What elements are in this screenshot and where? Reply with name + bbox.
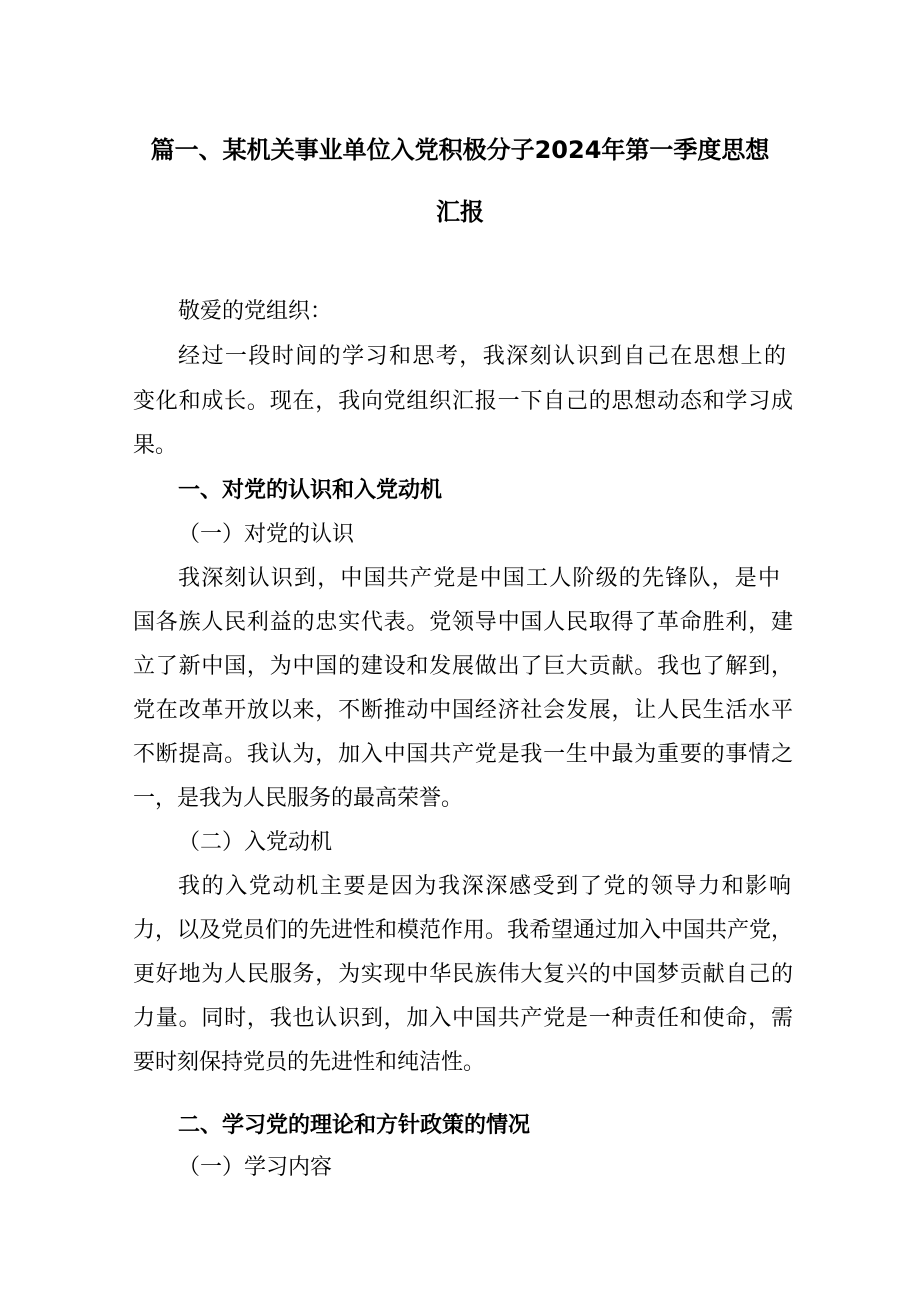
salutation: 敬爱的党组织： xyxy=(178,299,333,324)
paragraph-line: 我的入党动机主要是因为我深深感受到了党的领导力和影响 xyxy=(178,874,791,899)
intro-line: 变化和成长。现在，我向党组织汇报一下自己的思想动态和学习成 xyxy=(133,389,793,414)
paragraph-line: 不断提高。我认为，加入中国共产党是我一生中最为重要的事情之 xyxy=(133,742,793,767)
paragraph-line: 一，是我为人民服务的最高荣誉。 xyxy=(133,786,464,811)
section-1-sub-2-heading: （二）入党动机 xyxy=(178,830,333,855)
paragraph-line: 力，以及党员们的先进性和模范作用。我希望通过加入中国共产党， xyxy=(133,918,794,943)
document-title-line-2: 汇报 xyxy=(436,198,484,226)
paragraph-line: 我深刻认识到，中国共产党是中国工人阶级的先锋队，是中 xyxy=(178,566,780,591)
paragraph-line: 更好地为人民服务，为实现中华民族伟大复兴的中国梦贡献自己的 xyxy=(133,962,793,987)
section-2-sub-1-heading: （一）学习内容 xyxy=(178,1155,333,1180)
paragraph-line: 力量。同时，我也认识到，加入中国共产党是一种责任和使命，需 xyxy=(133,1006,793,1031)
paragraph-line: 国各族人民利益的忠实代表。党领导中国人民取得了革命胜利，建 xyxy=(133,610,793,635)
paragraph-line: 要时刻保持党员的先进性和纯洁性。 xyxy=(133,1050,486,1075)
paragraph-line: 立了新中国，为中国的建设和发展做出了巨大贡献。我也了解到， xyxy=(133,654,793,679)
paragraph-line: 党在改革开放以来，不断推动中国经济社会发展，让人民生活水平 xyxy=(133,698,793,723)
document-title-line-1: 篇一、某机关事业单位入党积极分子2024年第一季度思想 xyxy=(150,136,770,164)
section-1-sub-1-heading: （一）对党的认识 xyxy=(178,522,355,547)
intro-line: 果。 xyxy=(133,433,178,458)
intro-line: 经过一段时间的学习和思考，我深刻认识到自己在思想上的 xyxy=(178,344,786,369)
section-2-heading: 二、学习党的理论和方针政策的情况 xyxy=(178,1113,531,1138)
section-1-heading: 一、对党的认识和入党动机 xyxy=(178,478,443,503)
